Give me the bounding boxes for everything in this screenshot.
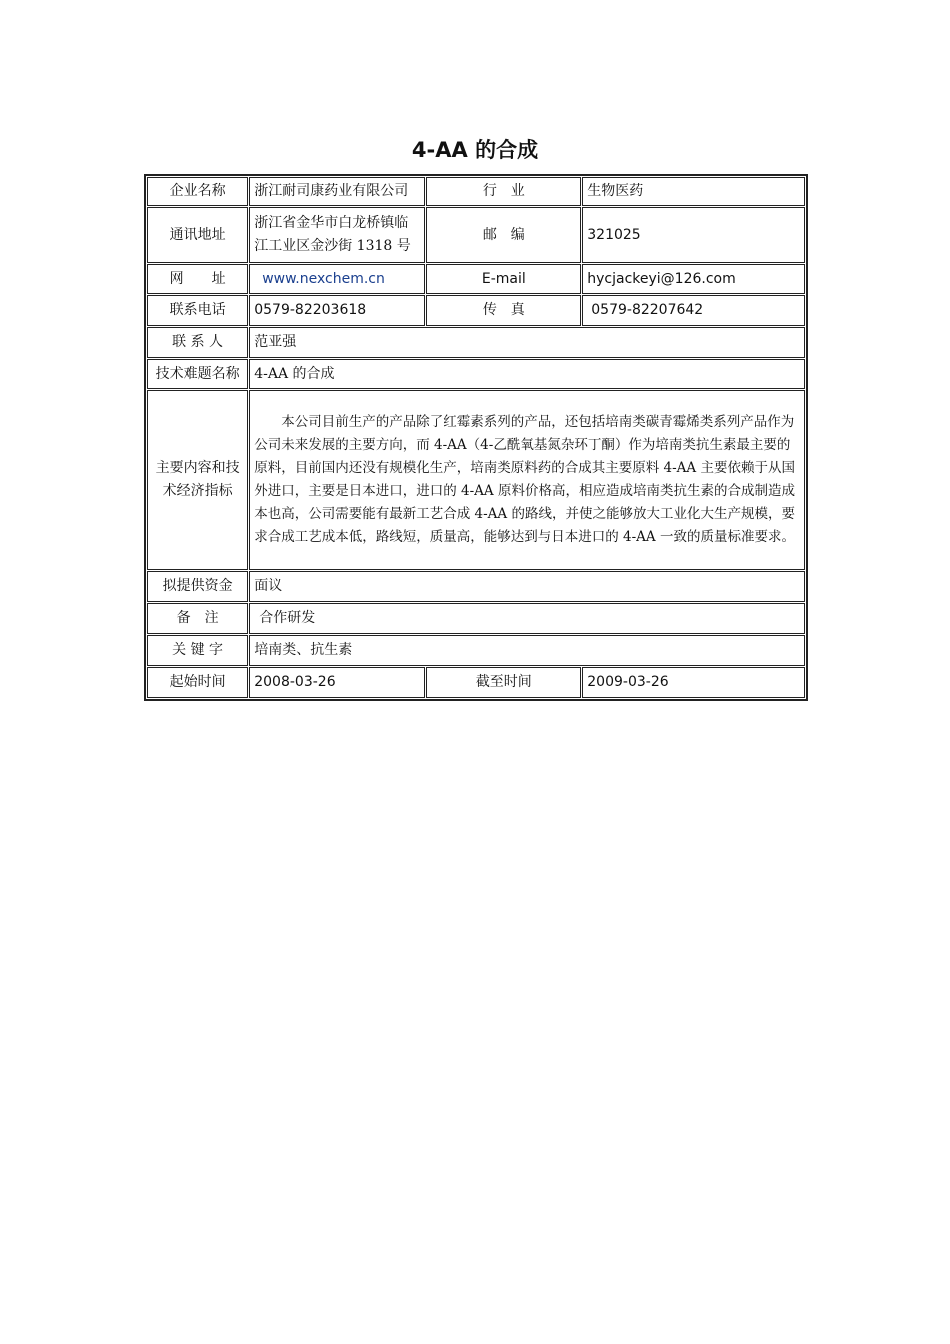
fax-label: 传 真 <box>426 295 581 326</box>
website-link-text[interactable]: www.nexchem.cn <box>262 270 385 287</box>
company-value: 浙江耐司康药业有限公司 <box>249 177 425 206</box>
phone-label: 联系电话 <box>147 295 248 326</box>
table-row <box>147 390 805 570</box>
table-row <box>147 207 805 263</box>
contact-value: 范亚强 <box>249 327 805 358</box>
problem-value: 4-AA 的合成 <box>249 359 805 389</box>
problem-label: 技术难题名称 <box>147 359 248 389</box>
keywords-value: 培南类、抗生素 <box>249 635 805 666</box>
contact-label: 联 系 人 <box>147 327 248 358</box>
remark-value: 合作研发 <box>249 603 805 634</box>
end-label: 截至时间 <box>426 667 581 698</box>
document-title: 4-AA 的合成 <box>411 138 539 162</box>
table-row <box>147 295 805 326</box>
funding-label: 拟提供资金 <box>147 571 248 602</box>
table-row <box>147 603 805 634</box>
table-row <box>147 177 805 206</box>
table-row <box>147 327 805 358</box>
table-row <box>147 264 805 294</box>
content-value: 本公司目前生产的产品除了红霉素系列的产品，还包括培南类碳青霉烯类系列产品作为公司未来发展的主要方向，而 4-AA（4-乙酰氧基氮杂环丁酮）作为培南类抗生素最主要的原料，目前国内还没有规模化生产，培南类原料药的合成其主要原料 4-AA 主要依赖于从国外进口，主要是日本进口，进口的 4-AA 原料价格高，相应造成培南类抗生素的合成制造成本也高，公司需要能有最新工艺合成 4-AA 的路线，并使之能够放大工业化大生产规模，要求合成工艺成本低，路线短，质量高，能够达到与日本进口的 4-AA 一致的质量标准要求。 <box>249 390 805 570</box>
table-row <box>147 667 805 698</box>
website-label: 网 址 <box>147 264 248 294</box>
phone-value: 0579-82203618 <box>249 295 425 326</box>
start-label: 起始时间 <box>147 667 248 698</box>
address-value: 浙江省金华市白龙桥镇临江工业区金沙街 1318 号 <box>249 207 425 263</box>
remark-label: 备 注 <box>147 603 248 634</box>
postcode-label: 邮 编 <box>426 207 581 263</box>
address-label: 通讯地址 <box>147 207 248 263</box>
email-value: hycjackeyi@126.com <box>582 264 805 294</box>
funding-value: 面议 <box>249 571 805 602</box>
fax-value: 0579-82207642 <box>582 295 805 326</box>
company-label: 企业名称 <box>147 177 248 206</box>
table-row <box>147 635 805 666</box>
postcode-value: 321025 <box>582 207 805 263</box>
keywords-label: 关 键 字 <box>147 635 248 666</box>
table-row <box>147 571 805 602</box>
content-label: 主要内容和技术经济指标 <box>147 390 248 570</box>
industry-label: 行 业 <box>426 177 581 206</box>
end-value: 2009-03-26 <box>582 667 805 698</box>
start-value: 2008-03-26 <box>249 667 425 698</box>
industry-value: 生物医药 <box>582 177 805 206</box>
website-link[interactable] <box>249 264 425 294</box>
table-row <box>147 359 805 389</box>
info-table <box>144 174 808 701</box>
email-label: E-mail <box>426 264 581 294</box>
